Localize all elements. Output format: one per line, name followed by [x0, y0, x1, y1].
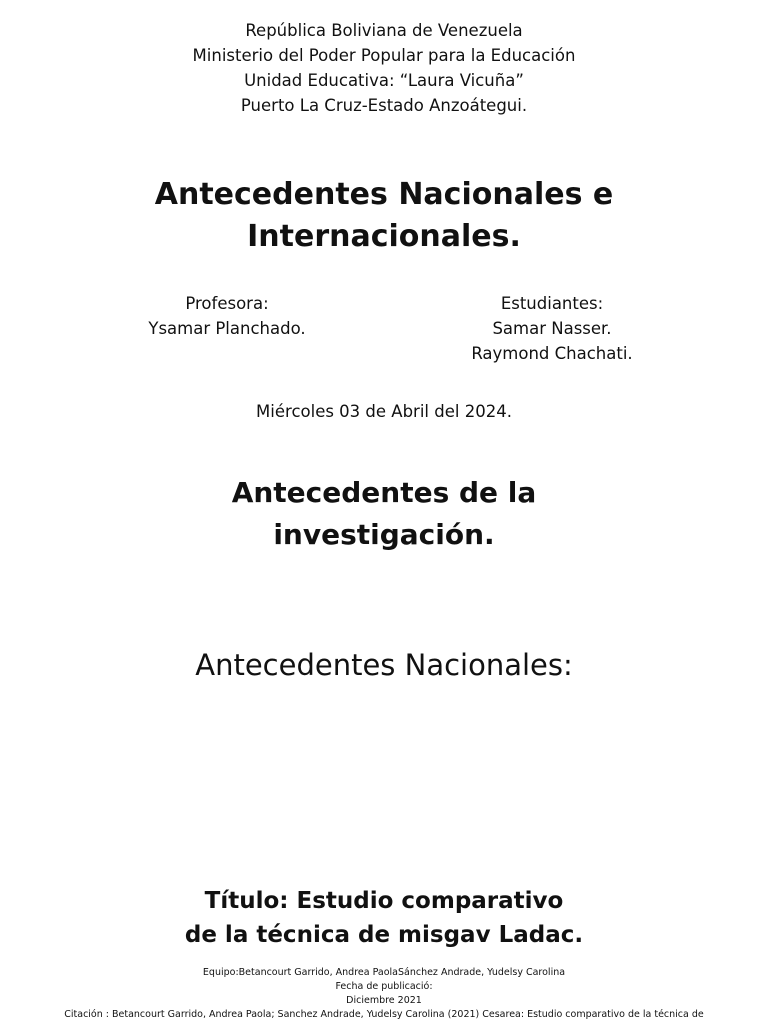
institution-header [0, 18, 768, 118]
document-date: Miércoles 03 de Abril del 2024. [256, 402, 512, 421]
document-title-line1: Antecedentes Nacionales e [154, 177, 614, 212]
header-ministry: Ministerio del Poder Popular para la Educación [192, 46, 576, 65]
document-title [0, 174, 768, 258]
study-title-line2: de la técnica de misgav Ladac. [184, 922, 584, 948]
citation: Citación : Betancourt Garrido, Andrea Paola; Sanchez Andrade, Yudelsy Carolina (2021) Cesarea: Estudio comparativo de la técnica de [64, 1009, 704, 1020]
section-title [0, 472, 768, 556]
teacher-block [107, 291, 347, 341]
header-country: República Boliviana de Venezuela [245, 21, 523, 40]
teacher-label: Profesora: [185, 294, 269, 313]
student-name: Samar Nasser. [492, 319, 612, 338]
students-block [432, 291, 672, 366]
teacher-name: Ysamar Planchado. [148, 319, 306, 338]
study-metadata [0, 966, 768, 1022]
header-location: Puerto La Cruz-Estado Anzoátegui. [240, 96, 528, 115]
nacionales-heading: Antecedentes Nacionales: [195, 648, 573, 682]
document-title-line2: Internacionales. [247, 219, 521, 254]
section-title-line2: investigación. [273, 518, 495, 551]
publication-label: Fecha de publicació: [335, 981, 433, 992]
header-school: Unidad Educativa: “Laura Vicuña” [244, 71, 524, 90]
student-name: Raymond Chachati. [471, 344, 633, 363]
students-label: Estudiantes: [500, 294, 604, 313]
study-title [0, 884, 768, 952]
study-team: Equipo:Betancourt Garrido, Andrea PaolaSánchez Andrade, Yudelsy Carolina [202, 967, 566, 978]
study-title-line1: Título: Estudio comparativo [204, 888, 564, 914]
publication-date: Diciembre 2021 [346, 995, 422, 1006]
section-title-line1: Antecedentes de la [231, 476, 537, 509]
